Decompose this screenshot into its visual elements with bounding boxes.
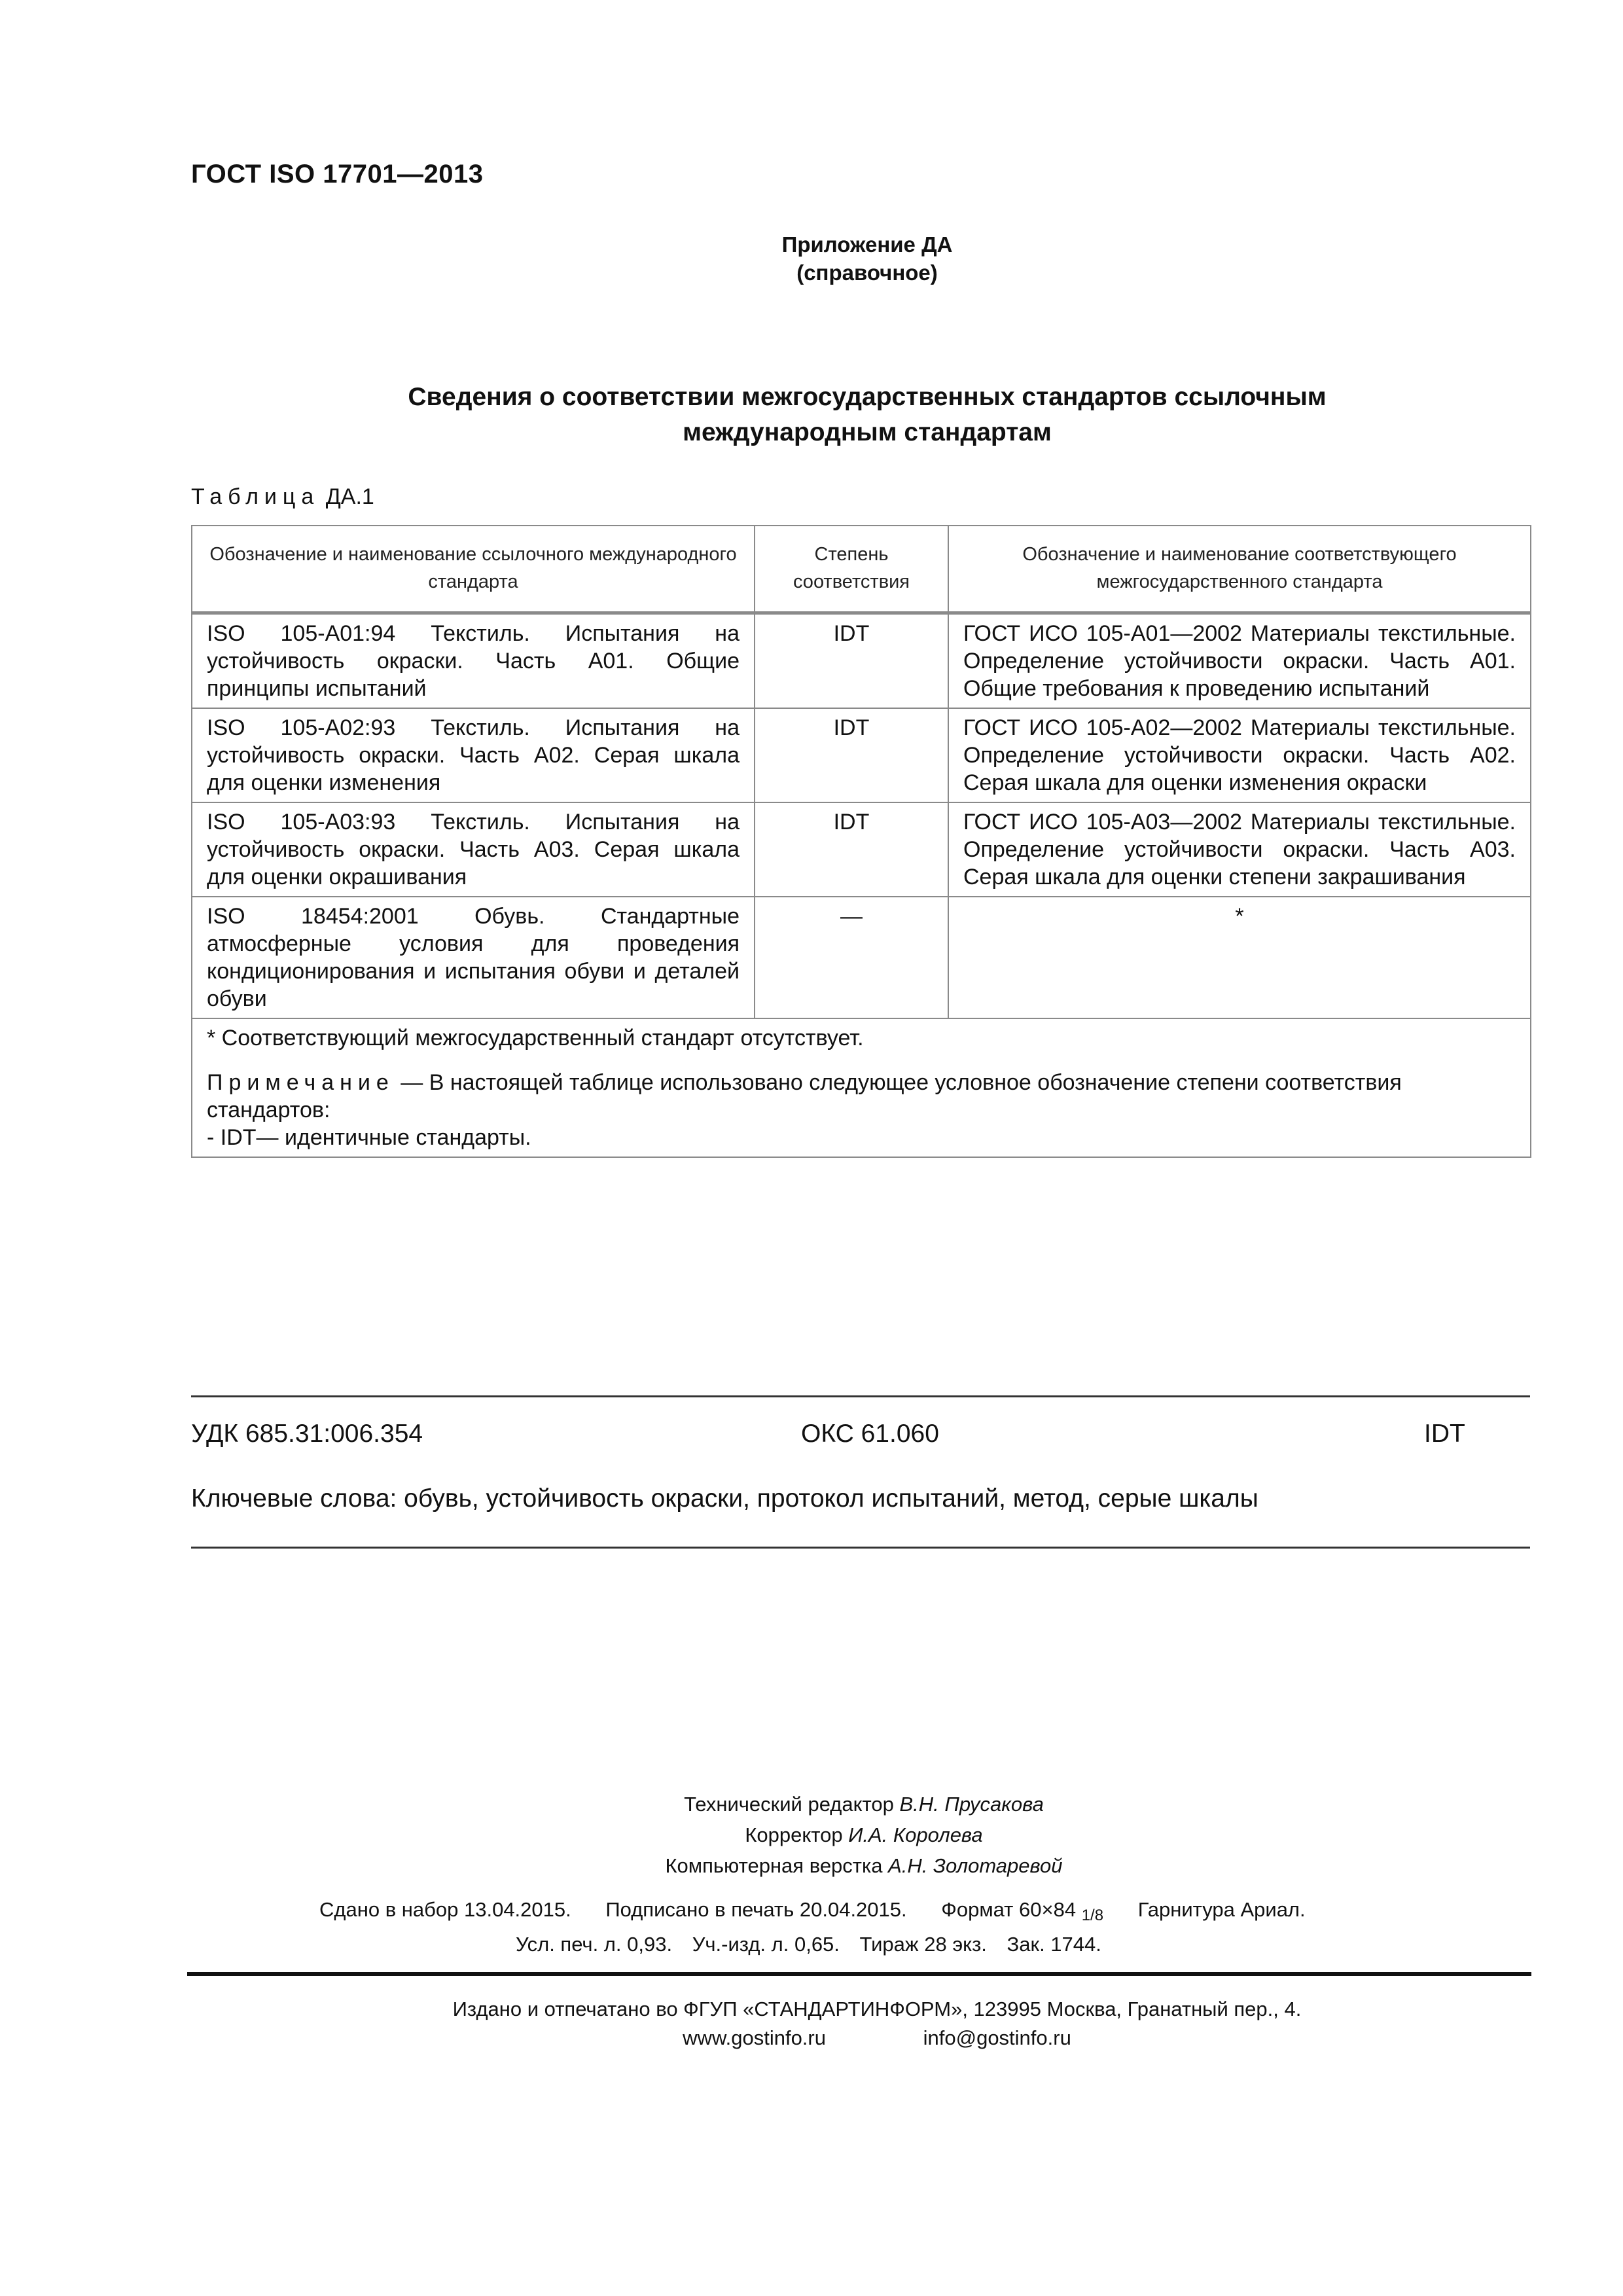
print-info-line1: [319, 1898, 1334, 1922]
header-ref-standard: Обозначение и наименование ссылочного международного стандарта: [192, 526, 755, 613]
note-item: - IDT— идентичные стандарты.: [207, 1125, 531, 1150]
cell-ref: ISO 18454:2001 Обувь. Стандартные атмосферные условия для проведения кондиционирования и испытания обуви и деталей обуви: [192, 897, 755, 1018]
credits: [0, 1789, 1623, 1881]
correspondence-table: [191, 525, 1531, 1158]
note-label: Примечание: [207, 1070, 395, 1095]
paper-format: Формат 60×84 1/8: [941, 1898, 1104, 1924]
print-sheets: Усл. печ. л. 0,93.: [516, 1933, 673, 1956]
print-run: Тираж 28 экз.: [859, 1933, 987, 1956]
cell-ref: ISO 105-A01:94 Текстиль. Испытания на устойчивость окраски. Часть А01. Общие принципы испытаний: [192, 613, 755, 709]
pub-sheets: Уч.-изд. л. 0,65.: [692, 1933, 840, 1956]
table-row: [192, 897, 1531, 1018]
signed-date: Подписано в печать 20.04.2015.: [605, 1898, 907, 1921]
heavy-divider: [187, 1972, 1531, 1976]
table-caption: [191, 484, 374, 510]
table-footer-row: [192, 1018, 1531, 1157]
table-row: [192, 708, 1531, 802]
header-degree: Степень соответствия: [755, 526, 948, 613]
note-text: — В настоящей таблице использовано следующее условное обозначение степени соответствия стандартов:: [207, 1070, 1402, 1122]
print-info-line2: [516, 1933, 1116, 1956]
header-gost-standard: Обозначение и наименование соответствующего межгосударственного стандарта: [948, 526, 1531, 613]
section-title-line1: Сведения о соответствии межгосударственных стандартов ссылочным: [408, 383, 1327, 411]
order-number: Зак. 1744.: [1007, 1933, 1101, 1956]
publisher-block: [0, 1995, 1623, 2053]
contacts: [0, 2024, 1623, 2053]
cell-gost: *: [948, 897, 1531, 1018]
website-link[interactable]: www.gostinfo.ru: [683, 2026, 826, 2049]
email-link[interactable]: info@gostinfo.ru: [923, 2026, 1071, 2049]
footnote: * Соответствующий межгосударственный стандарт отсутствует.: [207, 1026, 864, 1050]
annex-heading: [0, 230, 1623, 287]
cell-gost: ГОСТ ИСО 105-А03—2002 Материалы текстильные. Определение устойчивости окраски. Часть А03. Серая шкала для оценки степени закрашивания: [948, 802, 1531, 897]
section-title-line2: международным стандартам: [683, 418, 1052, 446]
typeface: Гарнитура Ариал.: [1137, 1898, 1306, 1921]
annex-kind: (справочное): [796, 260, 938, 285]
keywords: Ключевые слова: обувь, устойчивость окраски, протокол испытаний, метод, серые шкалы: [191, 1484, 1258, 1513]
credit-layout: Компьютерная верстка А.Н. Золотаревой: [665, 1854, 1063, 1877]
cell-gost: ГОСТ ИСО 105-А02—2002 Материалы текстильные. Определение устойчивости окраски. Часть А02. Серая шкала для оценки изменения окраски: [948, 708, 1531, 802]
submitted-date: Сдано в набор 13.04.2015.: [319, 1898, 571, 1921]
cell-ref: ISO 105-A02:93 Текстиль. Испытания на устойчивость окраски. Часть А02. Серая шкала для оценки изменения: [192, 708, 755, 802]
cell-degree: IDT: [755, 708, 948, 802]
cell-ref: ISO 105-A03:93 Текстиль. Испытания на устойчивость окраски. Часть А03. Серая шкала для оценки окрашивания: [192, 802, 755, 897]
credit-tech-editor: Технический редактор В.Н. Прусакова: [684, 1793, 1044, 1816]
cell-degree: IDT: [755, 613, 948, 709]
table-row: [192, 802, 1531, 897]
annex-title: Приложение ДА: [781, 232, 953, 257]
document-code: ГОСТ ISO 17701—2013: [191, 160, 484, 188]
credit-corrector: Корректор И.А. Королева: [745, 1823, 983, 1846]
cell-degree: IDT: [755, 802, 948, 897]
table-row: [192, 613, 1531, 709]
section-title: [0, 380, 1623, 450]
table-notes: [192, 1018, 1531, 1157]
table-header-row: [192, 526, 1531, 613]
cell-degree: —: [755, 897, 948, 1018]
divider-bottom: [191, 1547, 1530, 1549]
degree-code: IDT: [1424, 1420, 1465, 1448]
table-caption-word: Таблица: [191, 484, 320, 509]
divider-top: [191, 1395, 1530, 1397]
udk-code: УДК 685.31:006.354: [191, 1420, 423, 1448]
note: [207, 1069, 1516, 1124]
table-caption-number: ДА.1: [325, 484, 374, 509]
publisher: Издано и отпечатано во ФГУП «СТАНДАРТИНФОРМ», 123995 Москва, Гранатный пер., 4.: [452, 1998, 1302, 2020]
cell-gost: ГОСТ ИСО 105-А01—2002 Материалы текстильные. Определение устойчивости окраски. Часть А01. Общие требования к проведению испытаний: [948, 613, 1531, 709]
oks-code: ОКС 61.060: [801, 1420, 939, 1448]
